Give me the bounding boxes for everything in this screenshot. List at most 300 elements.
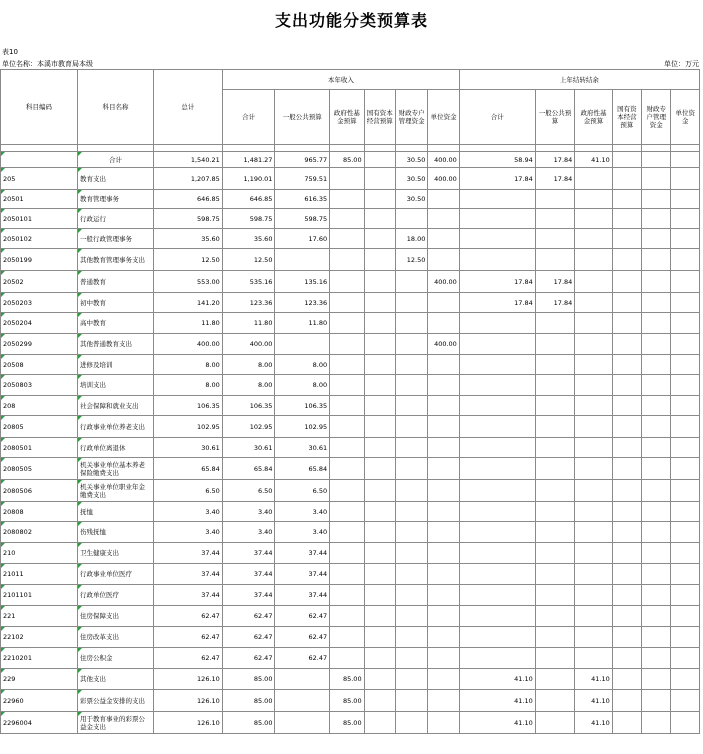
amount-cell: 102.95 [275,416,330,438]
amount-cell [575,396,612,416]
amount-cell [364,669,395,690]
table-row [1,480,700,502]
amount-cell: 11.80 [275,313,330,334]
amount-cell: 85.00 [330,669,364,690]
header-cur-state-capital: 国有资本经营预算 [364,90,395,145]
header-prev-general: 一般公共预算 [535,90,575,145]
amount-cell [459,334,535,355]
table-row [1,152,700,168]
amount-cell [671,190,700,209]
amount-cell [671,690,700,712]
amount-cell [428,543,459,564]
amount-cell [671,606,700,627]
amount-cell [428,712,459,734]
amount-cell [395,522,427,543]
amount-cell [575,168,612,190]
subject-name: 住房改革支出 [77,627,153,648]
amount-cell [395,690,427,712]
amount-cell [275,690,330,712]
separator-cell [575,145,612,152]
amount-cell [535,480,575,502]
amount-cell [459,396,535,416]
table-row [1,627,700,648]
subject-code: 2050803 [1,375,78,396]
amount-cell [364,690,395,712]
amount-cell: 17.84 [459,293,535,313]
amount-cell [364,627,395,648]
table-row [1,564,700,585]
amount-cell [671,355,700,375]
amount-cell [395,458,427,480]
amount-cell: 106.35 [275,396,330,416]
amount-cell [671,669,700,690]
amount-cell [535,458,575,480]
subject-name: 一般行政管理事务 [77,229,153,249]
amount-cell: 759.51 [275,168,330,190]
subject-name: 普通教育 [77,271,153,293]
subject-code: 20805 [1,416,78,438]
amount-cell [612,209,641,229]
subject-name: 教育支出 [77,168,153,190]
amount-cell [364,168,395,190]
amount-cell: 41.10 [459,712,535,734]
amount-cell: 41.10 [459,669,535,690]
separator-cell [77,145,153,152]
amount-cell [395,480,427,502]
amount-cell: 400.00 [428,271,459,293]
amount-cell: 646.85 [153,190,222,209]
amount-cell [535,627,575,648]
separator-cell [330,145,364,152]
subject-code: 22102 [1,627,78,648]
separator-cell [535,145,575,152]
amount-cell [612,690,641,712]
amount-cell: 37.44 [275,543,330,564]
amount-cell: 18.00 [395,229,427,249]
amount-cell [275,712,330,734]
amount-cell [459,564,535,585]
amount-cell: 37.44 [275,564,330,585]
subject-code: 2050102 [1,229,78,249]
amount-cell: 598.75 [222,209,275,229]
header-code: 科目编码 [1,70,78,145]
subject-name: 行政事业单位养老支出 [77,416,153,438]
amount-cell [575,271,612,293]
amount-cell: 400.00 [428,334,459,355]
amount-cell [395,209,427,229]
amount-cell: 30.61 [275,438,330,458]
amount-cell: 37.44 [222,543,275,564]
amount-cell [612,190,641,209]
amount-cell [535,669,575,690]
table-row [1,209,700,229]
amount-cell [612,229,641,249]
subject-name: 彩票公益金安排的支出 [77,690,153,712]
table-row [1,375,700,396]
amount-cell [330,313,364,334]
table-row [1,648,700,669]
header-total: 总计 [153,70,222,145]
header-prev-state-capital: 国有资本经营预算 [612,90,641,145]
unit-label: 单位：万元 [664,60,699,68]
amount-cell [459,627,535,648]
amount-cell [642,313,671,334]
amount-cell [395,712,427,734]
amount-cell [364,293,395,313]
header-prev-fund: 政府性基金预算 [575,90,612,145]
amount-cell [642,249,671,271]
amount-cell [671,543,700,564]
table-row [1,543,700,564]
table-row [1,585,700,606]
amount-cell: 616.35 [275,190,330,209]
amount-cell [364,229,395,249]
amount-cell [642,209,671,229]
amount-cell [612,334,641,355]
subject-name: 住房保障支出 [77,606,153,627]
table-row [1,396,700,416]
amount-cell [642,669,671,690]
subject-name: 高中教育 [77,313,153,334]
subject-name: 初中教育 [77,293,153,313]
amount-cell: 3.40 [153,502,222,522]
amount-cell [330,209,364,229]
amount-cell [364,438,395,458]
amount-cell [642,293,671,313]
amount-cell [535,334,575,355]
amount-cell [671,168,700,190]
amount-cell: 12.50 [153,249,222,271]
amount-cell: 41.10 [459,690,535,712]
amount-cell [395,396,427,416]
amount-cell: 62.47 [275,606,330,627]
amount-cell [671,396,700,416]
amount-cell [395,313,427,334]
amount-cell: 11.80 [153,313,222,334]
amount-cell [330,168,364,190]
amount-cell: 62.47 [222,627,275,648]
amount-cell [535,522,575,543]
subject-name: 住房公积金 [77,648,153,669]
amount-cell [330,190,364,209]
amount-cell: 30.61 [153,438,222,458]
amount-cell [612,355,641,375]
amount-cell: 1,481.27 [222,152,275,168]
amount-cell [535,606,575,627]
amount-cell: 3.40 [275,522,330,543]
amount-cell [459,229,535,249]
subject-name: 机关事业单位基本养老保险缴费支出 [77,458,153,480]
subject-name: 行政运行 [77,209,153,229]
amount-cell: 126.10 [153,712,222,734]
amount-cell [642,564,671,585]
amount-cell [364,334,395,355]
subject-code [1,152,78,168]
separator-cell [153,145,222,152]
amount-cell: 106.35 [222,396,275,416]
amount-cell [535,355,575,375]
subject-code: 2050299 [1,334,78,355]
amount-cell [364,458,395,480]
amount-cell [575,543,612,564]
subject-code: 2050101 [1,209,78,229]
amount-cell: 85.00 [222,712,275,734]
amount-cell: 65.84 [222,458,275,480]
amount-cell [535,229,575,249]
amount-cell [575,249,612,271]
amount-cell [428,585,459,606]
table-row [1,669,700,690]
amount-cell [364,396,395,416]
amount-cell [612,627,641,648]
amount-cell: 62.47 [153,627,222,648]
amount-cell [395,606,427,627]
amount-cell [612,152,641,168]
amount-cell: 30.50 [395,190,427,209]
amount-cell [428,249,459,271]
amount-cell [671,585,700,606]
amount-cell [330,375,364,396]
separator-cell [275,145,330,152]
amount-cell [612,396,641,416]
subject-name: 进修及培训 [77,355,153,375]
amount-cell [535,648,575,669]
amount-cell [330,271,364,293]
amount-cell: 65.84 [275,458,330,480]
amount-cell: 35.60 [222,229,275,249]
subject-code: 208 [1,396,78,416]
amount-cell [330,480,364,502]
amount-cell [671,627,700,648]
table-row [1,271,700,293]
separator-cell [428,145,459,152]
amount-cell: 400.00 [428,152,459,168]
subject-code: 2101101 [1,585,78,606]
header-prev-carryover: 上年结转结余 [459,70,699,90]
amount-cell [535,375,575,396]
separator-cell [642,145,671,152]
amount-cell [642,522,671,543]
amount-cell [459,190,535,209]
subject-name: 其他普通教育支出 [77,334,153,355]
amount-cell [330,229,364,249]
amount-cell [575,355,612,375]
amount-cell [459,209,535,229]
amount-cell: 62.47 [222,648,275,669]
amount-cell [395,355,427,375]
amount-cell [671,438,700,458]
amount-cell: 85.00 [222,669,275,690]
separator-cell [459,145,535,152]
amount-cell [330,585,364,606]
amount-cell [459,249,535,271]
header-cur-special-account: 财政专户管理资金 [395,90,427,145]
amount-cell [612,564,641,585]
amount-cell [642,458,671,480]
amount-cell: 3.40 [222,522,275,543]
amount-cell: 8.00 [222,355,275,375]
table-header [1,70,700,145]
amount-cell [364,416,395,438]
amount-cell: 8.00 [275,355,330,375]
amount-cell [428,229,459,249]
amount-cell [535,543,575,564]
subject-name: 行政单位离退休 [77,438,153,458]
amount-cell [364,355,395,375]
amount-cell [428,502,459,522]
amount-cell [612,375,641,396]
amount-cell: 41.10 [575,152,612,168]
amount-cell [364,375,395,396]
amount-cell [642,168,671,190]
amount-cell [428,564,459,585]
subject-name: 行政单位医疗 [77,585,153,606]
amount-cell: 12.50 [395,249,427,271]
amount-cell [330,416,364,438]
amount-cell: 3.40 [222,502,275,522]
amount-cell: 102.95 [222,416,275,438]
amount-cell: 123.36 [222,293,275,313]
amount-cell [428,209,459,229]
amount-cell [671,209,700,229]
amount-cell [642,606,671,627]
amount-cell [428,627,459,648]
amount-cell [330,355,364,375]
amount-cell [575,606,612,627]
header-current-income: 本年收入 [222,70,459,90]
amount-cell [642,229,671,249]
amount-cell [459,648,535,669]
subject-code: 20508 [1,355,78,375]
amount-cell [459,355,535,375]
amount-cell [612,271,641,293]
separator-cell [612,145,641,152]
amount-cell: 126.10 [153,669,222,690]
amount-cell [671,564,700,585]
amount-cell [535,190,575,209]
amount-cell: 41.10 [575,690,612,712]
amount-cell [671,152,700,168]
subject-code: 2050203 [1,293,78,313]
amount-cell [671,229,700,249]
subject-code: 22960 [1,690,78,712]
subject-name: 卫生健康支出 [77,543,153,564]
amount-cell [671,271,700,293]
amount-cell [330,458,364,480]
amount-cell: 37.44 [275,585,330,606]
amount-cell: 17.84 [459,271,535,293]
subject-code: 2080501 [1,438,78,458]
header-separator [1,145,700,152]
amount-cell: 102.95 [153,416,222,438]
amount-cell [642,334,671,355]
amount-cell [395,564,427,585]
subject-name: 其他教育管理事务支出 [77,249,153,271]
table-row [1,438,700,458]
amount-cell: 85.00 [330,712,364,734]
amount-cell [364,249,395,271]
amount-cell: 37.44 [222,564,275,585]
amount-cell [671,502,700,522]
amount-cell [330,522,364,543]
amount-cell [364,313,395,334]
amount-cell: 1,207.85 [153,168,222,190]
amount-cell [575,627,612,648]
amount-cell [535,502,575,522]
header-prev-subtotal: 合计 [459,90,535,145]
amount-cell [642,271,671,293]
table-body [1,145,700,734]
header-cur-fund: 政府性基金预算 [330,90,364,145]
amount-cell: 62.47 [222,606,275,627]
amount-cell [364,190,395,209]
table-row [1,313,700,334]
table-row [1,229,700,249]
amount-cell [575,334,612,355]
amount-cell [612,438,641,458]
amount-cell: 17.84 [459,168,535,190]
amount-cell [575,229,612,249]
amount-cell [642,355,671,375]
amount-cell: 62.47 [153,606,222,627]
amount-cell [428,293,459,313]
amount-cell: 400.00 [153,334,222,355]
separator-cell [671,145,700,152]
amount-cell [575,585,612,606]
amount-cell [459,543,535,564]
amount-cell [395,627,427,648]
amount-cell [459,375,535,396]
amount-cell [612,648,641,669]
amount-cell [535,396,575,416]
amount-cell [395,585,427,606]
amount-cell: 85.00 [222,690,275,712]
amount-cell [459,502,535,522]
amount-cell [428,190,459,209]
amount-cell [671,712,700,734]
amount-cell [642,585,671,606]
amount-cell [459,438,535,458]
amount-cell: 6.50 [222,480,275,502]
amount-cell: 12.50 [222,249,275,271]
amount-cell [575,209,612,229]
separator-cell [395,145,427,152]
amount-cell: 58.94 [459,152,535,168]
amount-cell [575,416,612,438]
amount-cell [459,313,535,334]
subject-code: 205 [1,168,78,190]
table-row [1,249,700,271]
amount-cell [330,334,364,355]
subject-code: 2210201 [1,648,78,669]
amount-cell [535,313,575,334]
subject-name: 社会保障和就业支出 [77,396,153,416]
amount-cell [612,249,641,271]
amount-cell [671,416,700,438]
amount-cell [428,648,459,669]
amount-cell [642,416,671,438]
amount-cell [575,502,612,522]
amount-cell [671,480,700,502]
amount-cell: 1,540.21 [153,152,222,168]
table-row [1,458,700,480]
amount-cell: 141.20 [153,293,222,313]
amount-cell: 30.50 [395,168,427,190]
amount-cell: 41.10 [575,712,612,734]
budget-table [0,69,700,734]
amount-cell [364,152,395,168]
amount-cell [395,334,427,355]
